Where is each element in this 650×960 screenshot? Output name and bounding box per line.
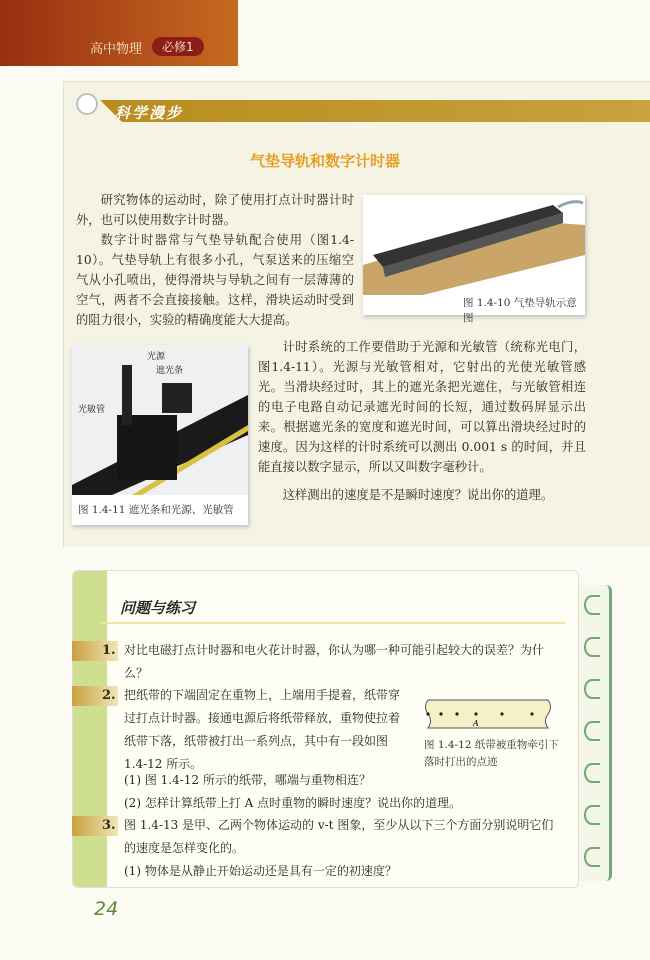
point-a-label: A (473, 719, 479, 728)
label-phototube: 光敏管 (78, 405, 106, 415)
label-light-source: 光源 (147, 352, 166, 362)
article-title: 气垫导轨和数字计时器 (250, 152, 401, 170)
page-number: 24 (94, 898, 119, 920)
paragraph-3: 计时系统的工作要借助于光源和光敏管（统称光电门，图1.4-11）。光源与光敏管相对，它射出的光使光敏管感光。当滑块经过时，其上的遮光条把光遮住，与光敏管相连的电子电路自动记录遮光时间的长短，通过数码屏显示出来。根据遮光条的宽度和遮光时间，可以算出滑块经过时的速度。因为这样的计时系统可以测出 0.001 s 的时间，并且能直接以数字显示，所以又叫数字毫秒计。 (258, 340, 586, 474)
divider (100, 622, 565, 624)
page-header (0, 0, 238, 66)
binder-tab (578, 585, 612, 881)
question-3-part-1: (1) 物体是从静止开始运动还是具有一定的初速度？ (124, 864, 397, 878)
figure-caption: 图 1.4-11 遮光条和光源、光敏管 (78, 504, 234, 516)
exercises-title: 问题与练习 (120, 599, 196, 617)
label-shading-strip: 遮光条 (156, 366, 184, 376)
section-title: 科学漫步 (115, 104, 184, 122)
question-number: 1. (72, 641, 118, 661)
figure-air-track (363, 195, 585, 324)
volume-badge: 必修1 (152, 37, 204, 56)
paragraph-4: 这样测出的速度是不是瞬时速度？说出你的道理。 (282, 488, 554, 502)
question-2-part-2: (2) 怎样计算纸带上打 A 点时重物的瞬时速度？说出你的道理。 (124, 796, 462, 810)
figure-caption: 图 1.4-12 纸带被重物牵引下落时打出的点迹 (424, 739, 559, 768)
question-2: 把纸带的下端固定在重物上，上端用手提着，纸带穿过打点计时器。接通电源后将纸带释放，重物使拉着纸带下落，纸带被打出一系列点，其中有一段如图 1.4-12 所示。 (124, 688, 401, 771)
question-number: 2. (72, 686, 118, 706)
paragraph-1: 研究物体的运动时，除了使用打点计时器计时外，也可以使用数字计时器。 (76, 193, 354, 227)
paper-tape-figure (424, 698, 554, 730)
paragraph-2: 数字计时器常与气垫导轨配合使用（图1.4-10）。气垫导轨上有很多小孔，气泵送来的压缩空气从小孔喷出，使得滑块与导轨之间有一层薄薄的空气，两者不会直接接触。这样，滑块运动时受到的阻力很小，实验的精确度能大大提高。 (76, 233, 354, 327)
figure-photogate (72, 345, 248, 525)
question-1: 对比电磁打点计时器和电火花计时器，你认为哪一种可能引起较大的误差？为什么？ (124, 643, 545, 680)
ring-icon (76, 93, 98, 115)
question-2-part-1: (1) 图 1.4-12 所示的纸带，哪端与重物相连？ (124, 773, 371, 787)
question-3: 图 1.4-13 是甲、乙两个物体运动的 v-t 图象，至少从以下三个方面分别说明它们的速度是怎样变化的。 (124, 818, 554, 855)
photogate-image (72, 345, 248, 495)
question-number: 3. (72, 816, 118, 836)
figure-caption: 图 1.4-10 气垫导轨示意图 (463, 297, 577, 324)
air-track-image (363, 195, 585, 295)
book-title: 高中物理 (90, 42, 143, 57)
